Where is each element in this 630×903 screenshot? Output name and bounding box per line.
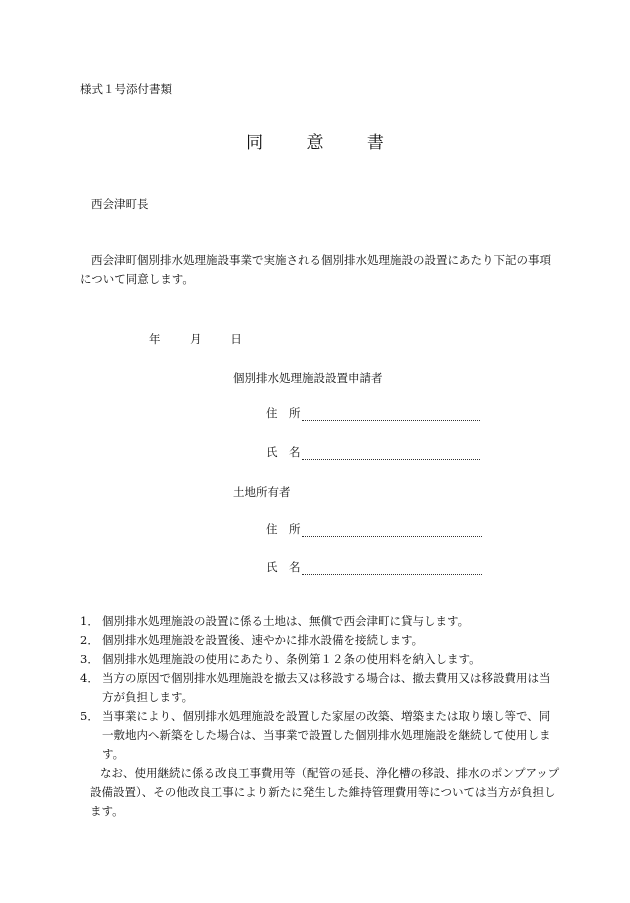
list-item-text: 個別排水処理施設の設置に係る土地は、無償で西会津町に貸与します。 — [102, 614, 470, 628]
applicant-name-field[interactable] — [266, 444, 480, 460]
title-char: 書 — [366, 133, 384, 153]
intro-paragraph: 西会津町個別排水処理施設事業で実施される個別排水処理施設の設置にあたり下記の事項について同意します。 — [80, 253, 551, 286]
list-item-text: 個別排水処理施設の使用にあたり、条例第１２条の使用料を納入します。 — [102, 652, 481, 666]
list-item — [80, 707, 560, 764]
landowner-heading: 土地所有者 — [233, 485, 291, 499]
list-item-text: 当方の原因で個別排水処理施設を撤去又は移設する場合は、撤去費用又は移設費用は当方が負担します。 — [102, 671, 551, 704]
applicant-address-label: 住 所 — [266, 406, 301, 420]
title-char: 意 — [306, 133, 324, 153]
title-char: 同 — [246, 133, 264, 153]
landowner-name-line[interactable] — [302, 562, 482, 575]
applicant-name-label: 氏 名 — [266, 445, 301, 459]
landowner-name-label: 氏 名 — [266, 560, 301, 574]
list-item-text: 当事業により、個別排水処理施設を設置した家屋の改築、増築または取り壊し等で、同一敷地内へ新築をした場合は、当事業で設置した個別排水処理施設を継続して使用します。 — [102, 709, 551, 761]
form-number: 様式１号添付書類 — [80, 82, 172, 96]
addressee: 西会津町長 — [91, 197, 149, 211]
page-title — [0, 128, 630, 153]
landowner-name-field[interactable] — [266, 559, 482, 575]
list-item-number: 2． — [80, 633, 99, 647]
list-item-number: 4． — [80, 671, 99, 685]
list-item — [80, 669, 560, 707]
date-month-label: 月 — [190, 332, 202, 346]
landowner-address-line[interactable] — [302, 524, 482, 537]
terms-list — [80, 612, 560, 821]
list-item-number: 5． — [80, 709, 99, 723]
list-item — [80, 612, 560, 631]
list-item — [80, 631, 560, 650]
applicant-address-line[interactable] — [302, 408, 480, 421]
date-line — [149, 331, 242, 347]
list-item-text: 個別排水処理施設を設置後、速やかに排水設備を接続します。 — [102, 633, 424, 647]
list-item-number: 1． — [80, 614, 99, 628]
applicant-name-line[interactable] — [302, 447, 480, 460]
landowner-address-label: 住 所 — [266, 522, 301, 536]
list-item — [80, 650, 560, 669]
date-day-label: 日 — [230, 332, 242, 346]
date-year-label: 年 — [149, 332, 161, 346]
landowner-address-field[interactable] — [266, 521, 482, 537]
applicant-heading: 個別排水処理施設設置申請者 — [233, 371, 383, 385]
list-item-number: 3． — [80, 652, 99, 666]
applicant-address-field[interactable] — [266, 405, 480, 421]
note-paragraph: なお、使用継続に係る改良工事費用等（配管の延長、浄化槽の移設、排水のポンプアップ設備設置）、その他改良工事により新たに発生した維持管理費用等については当方が負担します。 — [90, 766, 560, 818]
